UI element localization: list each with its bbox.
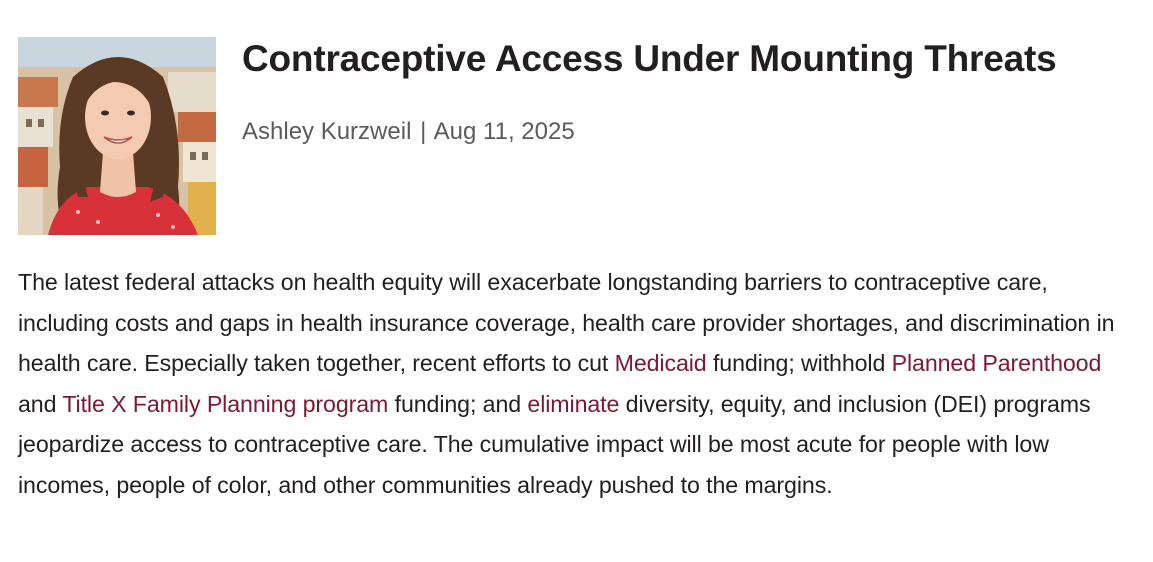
article-byline <box>242 117 575 147</box>
link-eliminate[interactable]: eliminate <box>527 390 620 417</box>
byline-separator: | <box>420 118 427 145</box>
paragraph-text: funding; and <box>388 390 528 417</box>
article-paragraph <box>18 262 1138 505</box>
article-header <box>18 37 1138 235</box>
paragraph-text: funding; withhold <box>706 350 892 376</box>
publish-date: Aug 11, 2025 <box>433 118 575 145</box>
paragraph-text: and <box>18 390 63 417</box>
author-photo <box>18 37 216 235</box>
paragraph-text: The latest federal attacks on health equity will exacerbate longstanding barriers to contraceptive care, including costs and gaps in health insurance coverage, health care provider shortages, and discrimination in health care. Especially taken together, recent efforts to cut <box>18 269 1115 376</box>
link-planned-parenthood[interactable]: Planned Parenthood <box>891 350 1102 376</box>
author-name[interactable]: Ashley Kurzweil <box>242 118 412 145</box>
link-medicaid[interactable]: Medicaid <box>614 350 707 376</box>
article-title: Contraceptive Access Under Mounting Threats <box>242 38 1057 79</box>
link-title-x[interactable]: Title X Family Planning program <box>62 390 389 417</box>
paragraph-text: diversity, equity, and inclusion (DEI) programs jeopardize access to contraceptive care. The cumulative impact will be most acute for people with low incomes, people of color, and other communities already pushed to the margins. <box>18 390 1091 498</box>
